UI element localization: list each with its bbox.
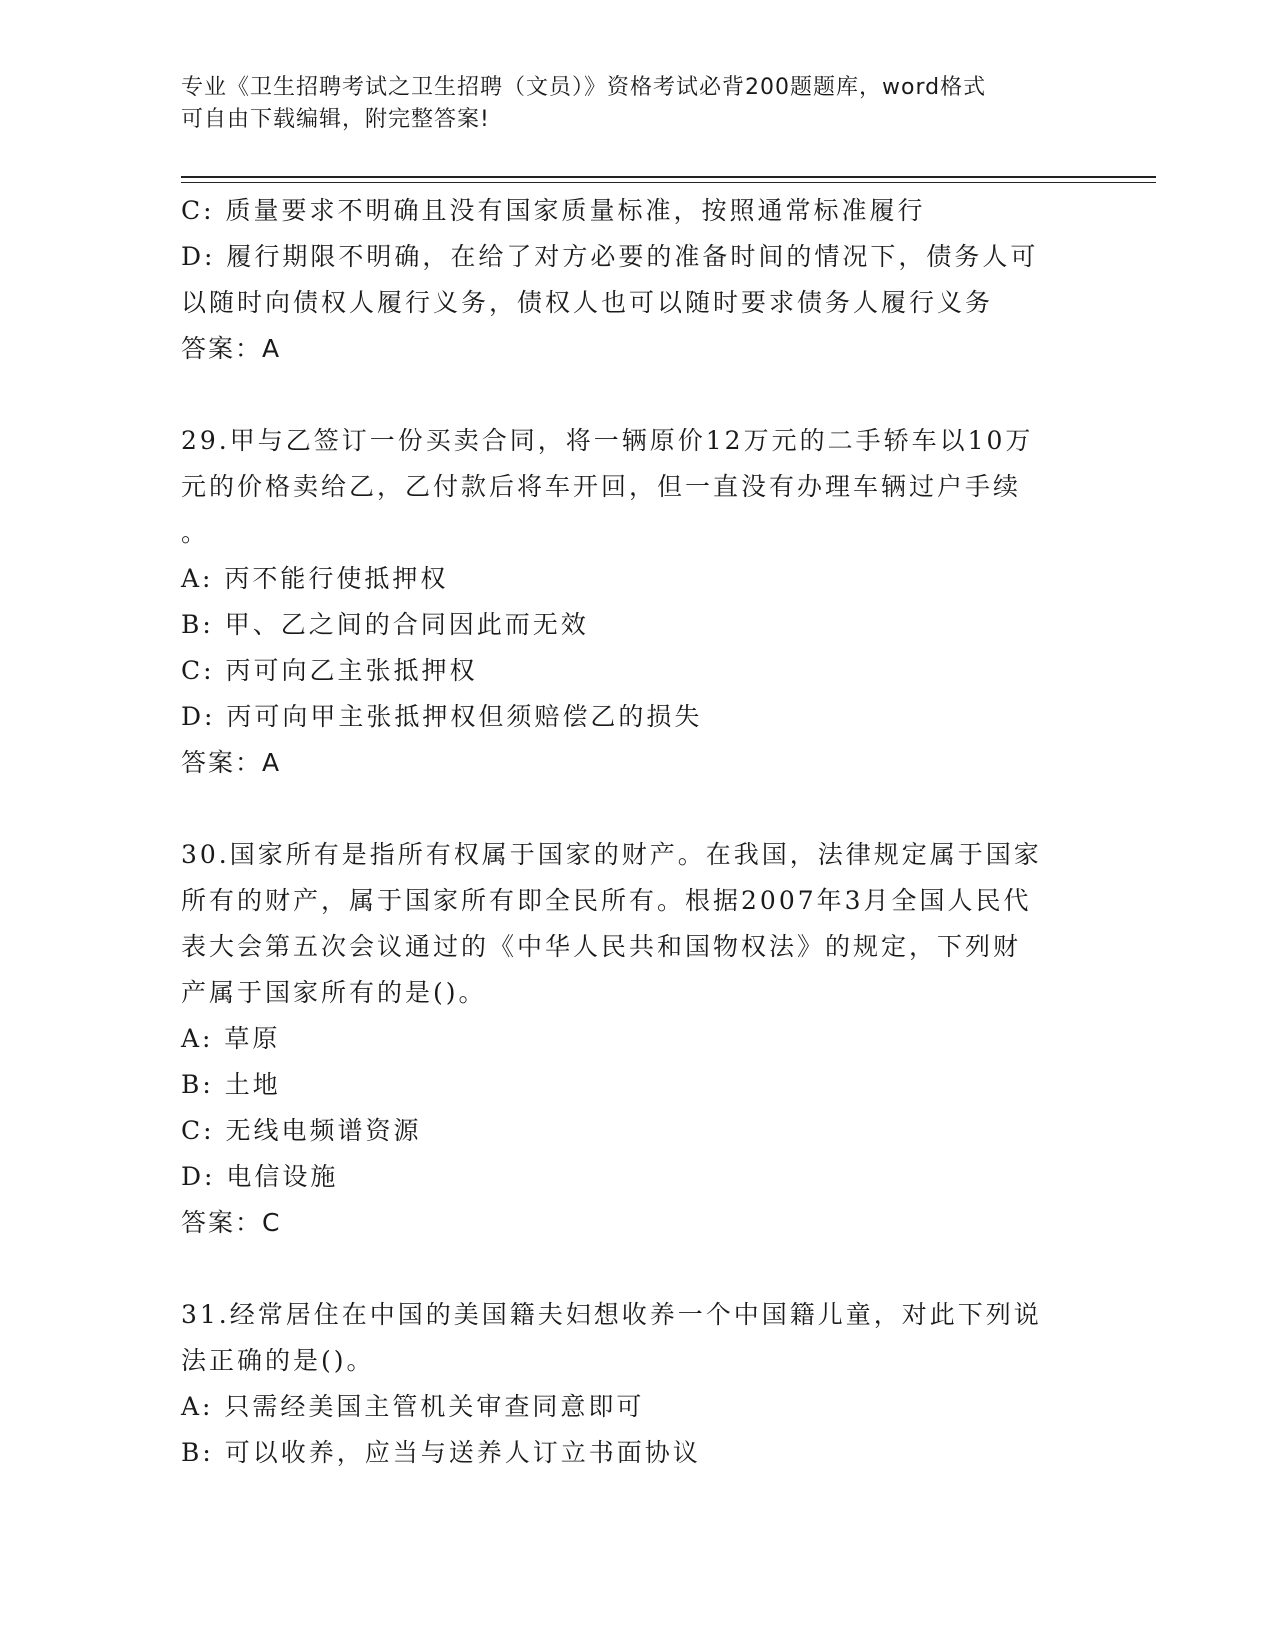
question-content: [181, 188, 1061, 1476]
option-d-line-1: D: 履行期限不明确，在给了对方必要的准备时间的情况下，债务人可: [181, 242, 1039, 271]
spacer: [181, 372, 1061, 418]
continued-question: [181, 188, 1061, 372]
option-c: C: 质量要求不明确且没有国家质量标准，按照通常标准履行: [181, 196, 926, 225]
header-title-line-1: 专业《卫生招聘考试之卫生招聘（文员）》资格考试必背200题题库，word格式: [181, 75, 987, 100]
question-stem-line: 31.经常居住在中国的美国籍夫妇想收养一个中国籍儿童，对此下列说: [181, 1300, 1042, 1329]
document-header: [181, 72, 1061, 136]
header-divider-thin: [181, 182, 1156, 183]
option-a: A: 丙不能行使抵押权: [181, 564, 449, 593]
option-d: D: 丙可向甲主张抵押权但须赔偿乙的损失: [181, 702, 703, 731]
option-b: B: 可以收养，应当与送养人订立书面协议: [181, 1438, 701, 1467]
question-stem-line: 所有的财产，属于国家所有即全民所有。根据2007年3月全国人民代: [181, 886, 1032, 915]
question-stem-line: 元的价格卖给乙，乙付款后将车开回，但一直没有办理车辆过户手续: [181, 472, 1022, 501]
question-stem-line: 。: [181, 518, 210, 547]
option-b: B: 土地: [181, 1070, 281, 1099]
option-d-line-2: 以随时向债权人履行义务，债权人也可以随时要求债务人履行义务: [181, 288, 994, 317]
question-stem-line: 产属于国家所有的是()。: [181, 978, 487, 1007]
question-stem-line: 29.甲与乙签订一份买卖合同，将一辆原价12万元的二手轿车以10万: [181, 426, 1034, 455]
option-d: D: 电信设施: [181, 1162, 339, 1191]
question-stem-line: 表大会第五次会议通过的《中华人民共和国物权法》的规定，下列财: [181, 932, 1022, 961]
option-a: A: 只需经美国主管机关审查同意即可: [181, 1392, 645, 1421]
spacer: [181, 786, 1061, 832]
option-a: A: 草原: [181, 1024, 281, 1053]
question-31: [181, 1292, 1061, 1476]
answer-line: 答案：A: [181, 748, 282, 777]
header-divider-thick: [181, 176, 1156, 178]
header-title-line-2: 可自由下载编辑，附完整答案!: [181, 107, 490, 132]
spacer: [181, 1246, 1061, 1292]
option-b: B: 甲、乙之间的合同因此而无效: [181, 610, 589, 639]
question-29: [181, 418, 1061, 786]
question-stem-line: 法正确的是()。: [181, 1346, 375, 1375]
question-stem-line: 30.国家所有是指所有权属于国家的财产。在我国，法律规定属于国家: [181, 840, 1042, 869]
question-30: [181, 832, 1061, 1246]
option-c: C: 无线电频谱资源: [181, 1116, 422, 1145]
answer-line: 答案：A: [181, 334, 282, 363]
option-c: C: 丙可向乙主张抵押权: [181, 656, 478, 685]
answer-line: 答案：C: [181, 1208, 282, 1237]
